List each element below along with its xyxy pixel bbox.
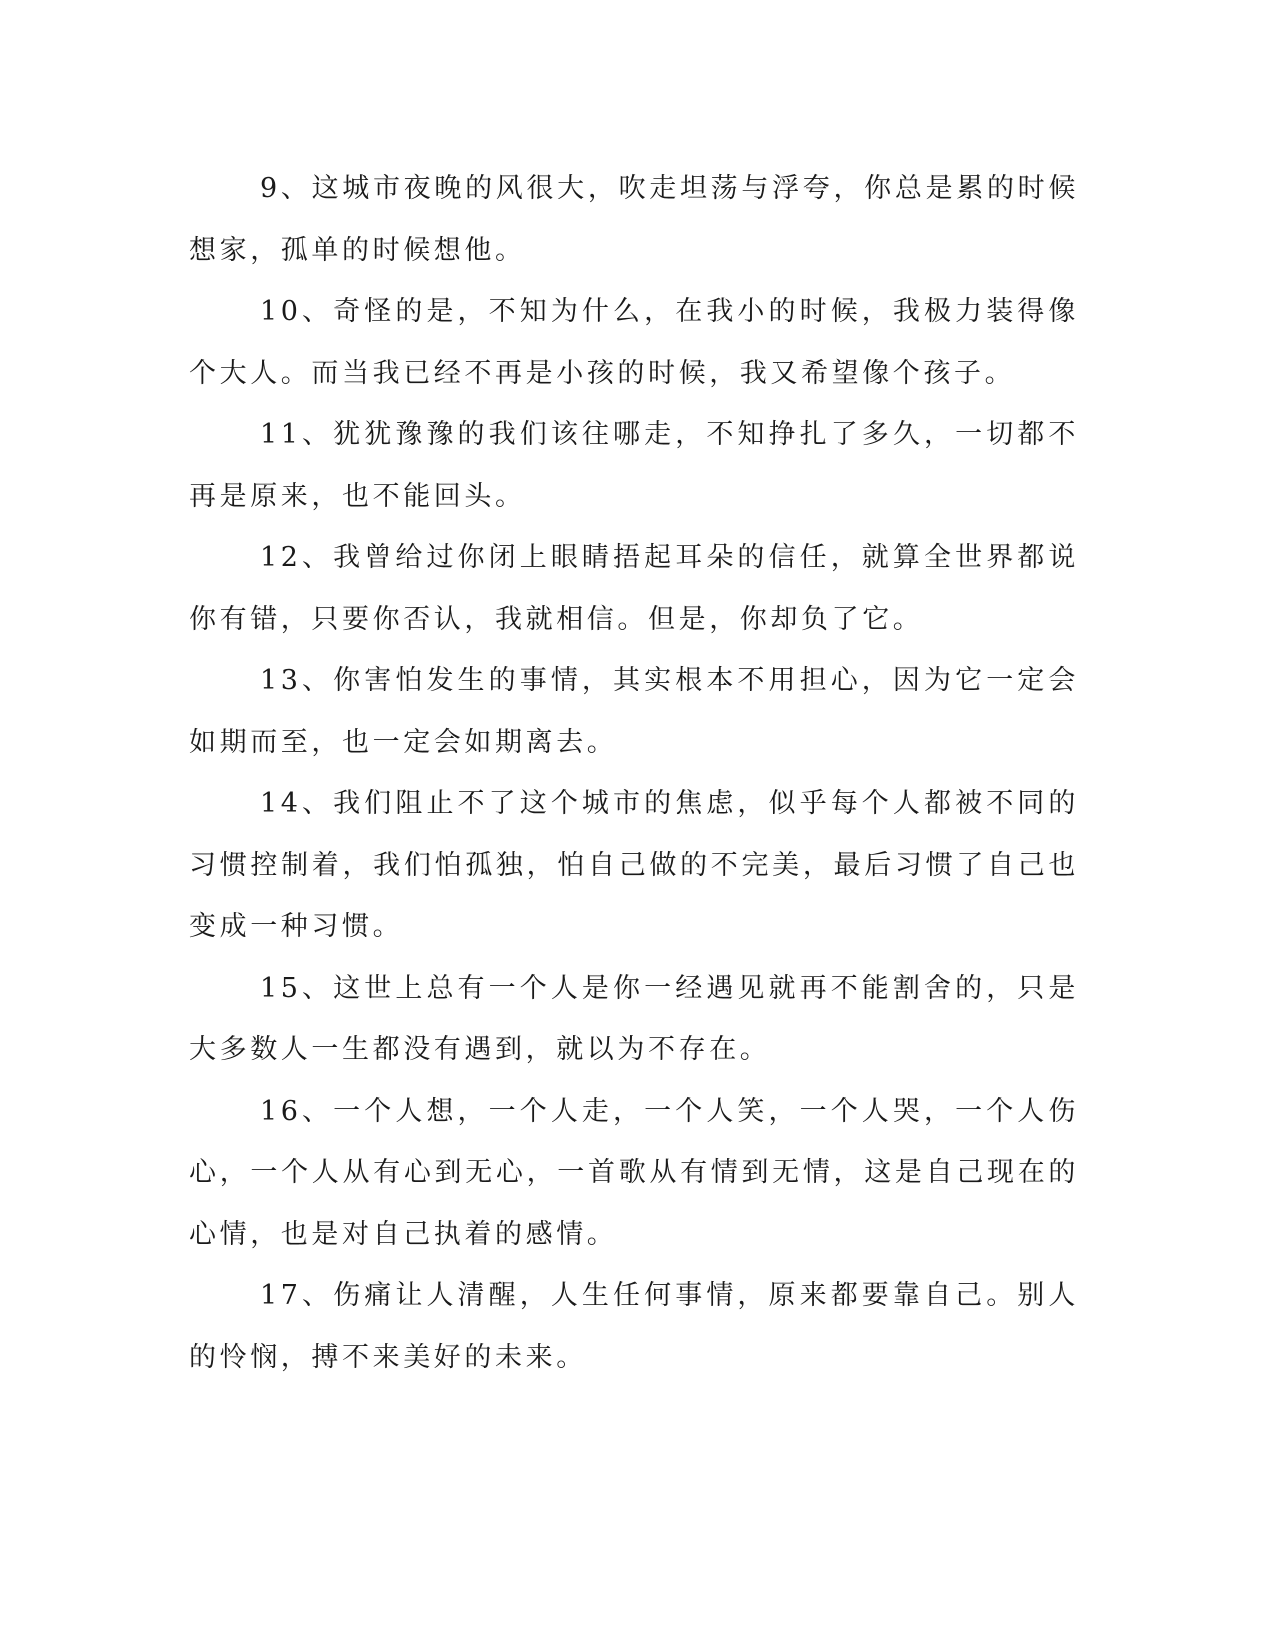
paragraph-14: 14、我们阻止不了这个城市的焦虑，似乎每个人都被不同的习惯控制着，我们怕孤独，怕自己做的不完美，最后习惯了自己也变成一种习惯。 <box>189 788 1079 942</box>
paragraph-11: 11、犹犹豫豫的我们该往哪走，不知挣扎了多久，一切都不再是原来，也不能回头。 <box>189 419 1079 512</box>
paragraph-10: 10、奇怪的是，不知为什么，在我小的时候，我极力装得像个大人。而当我已经不再是小孩的时候，我又希望像个孩子。 <box>189 296 1079 389</box>
paragraph-13: 13、你害怕发生的事情，其实根本不用担心，因为它一定会如期而至，也一定会如期离去。 <box>189 665 1079 758</box>
paragraph-16: 16、一个人想，一个人走，一个人笑，一个人哭，一个人伤心，一个人从有心到无心，一首歌从有情到无情，这是自己现在的心情，也是对自己执着的感情。 <box>189 1095 1079 1250</box>
paragraph-15: 15、这世上总有一个人是你一经遇见就再不能割舍的，只是大多数人一生都没有遇到，就以为不存在。 <box>189 972 1079 1065</box>
paragraph-17: 17、伤痛让人清醒，人生任何事情，原来都要靠自己。别人的怜悯，搏不来美好的未来。 <box>189 1280 1079 1373</box>
paragraph-9: 9、这城市夜晚的风很大，吹走坦荡与浮夸，你总是累的时候想家，孤单的时候想他。 <box>189 173 1079 266</box>
document-body <box>189 158 1079 1388</box>
paragraph-12: 12、我曾给过你闭上眼睛捂起耳朵的信任，就算全世界都说你有错，只要你否认，我就相信。但是，你却负了它。 <box>189 542 1079 635</box>
